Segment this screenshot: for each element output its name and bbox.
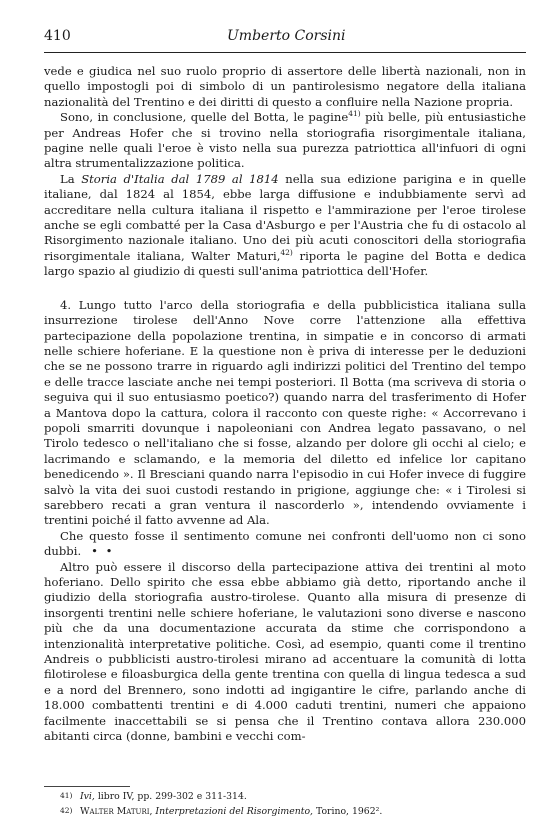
paragraph-5-text: Che questo fosse il sentimento comune nei confronti dell'uomo non ci sono dubbi. — [44, 528, 526, 559]
footnote-text: libro IV, pp. 299-302 e 311-314. — [94, 791, 247, 802]
footnote-italic: Interpretazioni del Risorgimento, — [155, 806, 314, 817]
header-rule — [44, 52, 526, 53]
paragraph-3 — [44, 172, 526, 280]
paragraph-2-text-b: più belle, più entusiastiche per Andreas Hofer che si trovino nella storiografia risorgimentale italiana, pagine nelle quali l'eroe è visto nella sua purezza patriottica all'infuori di ogni altra strumentalizzazione politica. — [44, 110, 526, 171]
footnote-mark: 41) — [60, 791, 73, 800]
running-title: Umberto Corsini — [227, 28, 346, 44]
body-text — [44, 64, 526, 744]
marginal-dots: • • — [91, 544, 115, 559]
page-header — [44, 28, 526, 48]
paragraph-2 — [44, 110, 526, 172]
paragraph-6: Altro può essere il discorso della partecipazione attiva dei trentini al moto hoferiano. Dello spirito che essa ebbe abbiamo già detto, riportando anche il giudizio della storiografia austro-tirolese. Quanto alla misura di presenze di insorgenti trentini nelle schiere hoferiane, le valutazioni sono diverse e nascono più che da una documentazione accurata da stime che corrispondono a intenzionalità interpretative politiche. Così, ad esempio, quanti come il trentino Andreis o pubblicisti austro-tirolesi mirano ad accentuare la comunità di lotta filotirolese e filoasburgica della gente trentina con quella di lingua tedesca a sud e a nord del Brennero, sono indotti ad ingigantire le cifre, parlando anche di 18.000 combattenti trentini e di 4.000 caduti trentini, numeri che appaiono facilmente inaccettabili se si pensa che il Trentino contava allora 230.000 abitanti circa (donne, bambini e vecchi com- — [44, 559, 526, 744]
footnote-ref-42: 42) — [280, 248, 293, 258]
paragraph-3-text-b: nella sua edizione parigina e in quelle italiane, dal 1824 al 1854, ebbe larga diffusione e indubbiamente servì ad accreditare nella cultura italiana il rispetto e l'ammirazione per l'eroe tirolese anche se egli combatté per la Casa d'Asburgo e per l'Austria che fu di ostacolo al Risorgimento nazionale italiano. Uno dei più acuti conoscitori della storiografia risorgimentale italiana, Walter Maturi, — [44, 171, 526, 263]
section-gap — [44, 280, 526, 298]
footnote-author: Walter Maturi, — [80, 806, 153, 817]
paragraph-2-text-a: Sono, in conclusione, quelle del Botta, le pagine — [60, 110, 349, 125]
footnotes — [60, 789, 520, 819]
paragraph-3-text-c: riporta le pagine del Botta e dedica largo spazio al giudizio di questi sull'anima patriottica dell'Hofer. — [44, 248, 526, 279]
book-title: Storia d'Italia dal 1789 al 1814 — [81, 171, 279, 186]
page-number: 410 — [44, 28, 71, 44]
footnote-mark: 42) — [60, 806, 73, 815]
footnote-ref-41: 41) — [348, 109, 361, 119]
footnote-rule — [44, 786, 130, 787]
paragraph-5 — [44, 529, 526, 560]
footnote-text: Torino, 1962². — [313, 806, 383, 817]
footnote-42 — [60, 804, 520, 819]
footnote-41 — [60, 789, 520, 804]
paragraph-1: vede e giudica nel suo ruolo proprio di assertore delle libertà nazionali, non in quello impostogli poi di simbolo di un pantirolesismo negatore della italiana nazionalità del Trentino e dei diritti di questo a confluire nella Nazione propria. — [44, 64, 526, 109]
footnote-italic: Ivi, — [80, 791, 95, 802]
paragraph-4: 4. Lungo tutto l'arco della storiografia e della pubblicistica italiana sulla insurrezione tirolese dell'Anno Nove corre l'attenzione alla effettiva partecipazione della popolazione trentina, in simpatie e in concorso di armati nelle schiere hoferiane. E la questione non è priva di interesse per le deduzioni che se ne possono trarre in riguardo agli indirizzi politici del Trentino del tempo e delle tracce lasciate anche nei tempi posteriori. Il Botta (ma scriveva di storia o seguiva qui il suo entusiasmo poetico?) quando narra del trasferimento di Hofer a Mantova dopo la cattura, colora il racconto con queste righe: « Accorrevano i popoli smarriti dovunque i napoleoniani con Andrea legato passavano, o nel Tirolo tedesco o nell'italiano che si fosse, alzando per dolore gli occhi al cielo; e lacrimando e sclamando, e la memoria del diletto ed infelice lor capitano benedicendo ». Il Bresciani quando narra l'episodio in cui Hofer invece di fuggire salvò la vita dei suoi custodi restando in prigione, aggiunge che: « i Tirolesi si sarebbero recati a gran ventura il nascorderlo », intendendo ovviamente i trentini poiché il fatto avvenne ad Ala. — [44, 297, 526, 528]
paragraph-3-text-a: La — [60, 171, 82, 186]
